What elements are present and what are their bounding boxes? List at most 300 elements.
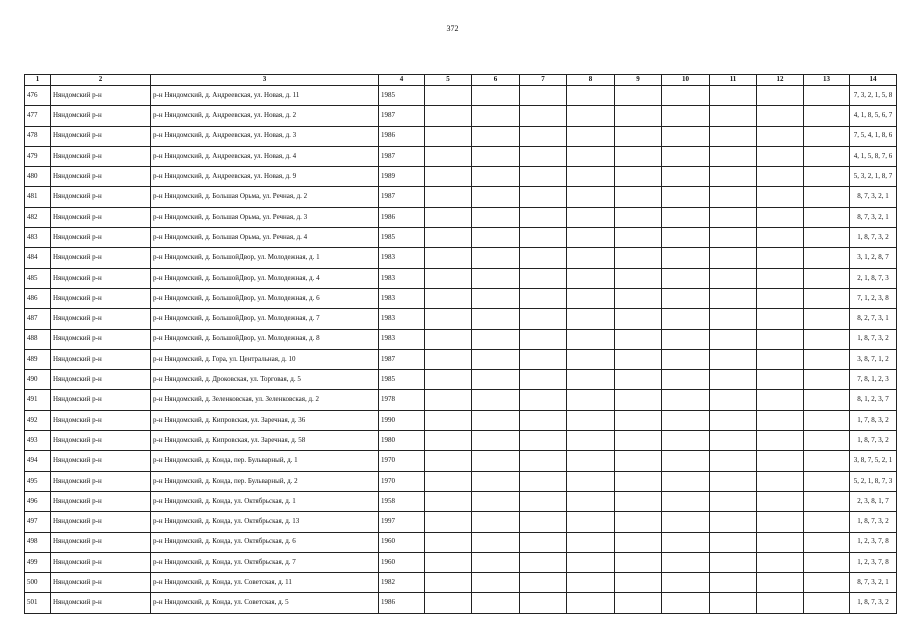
district-cell: Няндомский р-н xyxy=(51,451,151,471)
row-number-cell: 477 xyxy=(25,106,51,126)
empty-cell xyxy=(662,512,710,532)
district-cell: Няндомский р-н xyxy=(51,329,151,349)
empty-cell xyxy=(804,207,850,227)
empty-cell xyxy=(472,146,520,166)
empty-cell xyxy=(710,268,757,288)
address-cell: р-н Няндомский, д. Кипровская, ул. Заречная, д. 36 xyxy=(151,410,379,430)
empty-cell xyxy=(472,410,520,430)
sequence-cell: 3, 1, 2, 8, 7 xyxy=(850,248,897,268)
empty-cell xyxy=(520,228,567,248)
empty-cell xyxy=(425,288,472,308)
empty-cell xyxy=(425,106,472,126)
empty-cell xyxy=(757,370,804,390)
sequence-cell: 8, 7, 3, 2, 1 xyxy=(850,573,897,593)
empty-cell xyxy=(472,349,520,369)
empty-cell xyxy=(520,410,567,430)
empty-cell xyxy=(472,512,520,532)
sequence-cell: 1, 8, 7, 3, 2 xyxy=(850,228,897,248)
sequence-cell: 3, 8, 7, 1, 2 xyxy=(850,349,897,369)
table-row xyxy=(25,228,897,248)
column-header: 11 xyxy=(710,75,757,86)
row-number-cell: 499 xyxy=(25,552,51,572)
empty-cell xyxy=(472,268,520,288)
empty-cell xyxy=(615,349,662,369)
address-cell: р-н Няндомский, д. БольшойДвор, ул. Молодежная, д. 4 xyxy=(151,268,379,288)
empty-cell xyxy=(425,410,472,430)
empty-cell xyxy=(615,451,662,471)
year-cell: 1970 xyxy=(379,471,425,491)
row-number-cell: 479 xyxy=(25,146,51,166)
address-cell: р-н Няндомский, д. Дроковская, ул. Торговая, д. 5 xyxy=(151,370,379,390)
registry-table xyxy=(24,74,897,614)
empty-cell xyxy=(710,207,757,227)
year-cell: 1983 xyxy=(379,309,425,329)
year-cell: 1990 xyxy=(379,410,425,430)
table-row xyxy=(25,167,897,187)
sequence-cell: 7, 5, 4, 1, 8, 6 xyxy=(850,126,897,146)
empty-cell xyxy=(615,309,662,329)
page-number: 372 xyxy=(446,24,459,33)
row-number-cell: 481 xyxy=(25,187,51,207)
row-number-cell: 497 xyxy=(25,512,51,532)
empty-cell xyxy=(804,532,850,552)
empty-cell xyxy=(520,248,567,268)
empty-cell xyxy=(710,248,757,268)
empty-cell xyxy=(567,329,615,349)
sequence-cell: 1, 2, 3, 7, 8 xyxy=(850,532,897,552)
empty-cell xyxy=(520,532,567,552)
column-header: 5 xyxy=(425,75,472,86)
column-header: 8 xyxy=(567,75,615,86)
empty-cell xyxy=(567,146,615,166)
empty-cell xyxy=(425,329,472,349)
table-row xyxy=(25,390,897,410)
district-cell: Няндомский р-н xyxy=(51,552,151,572)
empty-cell xyxy=(662,187,710,207)
row-number-cell: 487 xyxy=(25,309,51,329)
sequence-cell: 8, 7, 3, 2, 1 xyxy=(850,207,897,227)
empty-cell xyxy=(425,86,472,106)
empty-cell xyxy=(757,593,804,613)
year-cell: 1982 xyxy=(379,573,425,593)
address-cell: р-н Няндомский, д. Конда, пер. Бульварный, д. 2 xyxy=(151,471,379,491)
address-cell: р-н Няндомский, д. Зеленковская, ул. Зеленковская, д. 2 xyxy=(151,390,379,410)
empty-cell xyxy=(615,431,662,451)
empty-cell xyxy=(662,370,710,390)
address-cell: р-н Няндомский, д. Гора, ул. Центральная, д. 10 xyxy=(151,349,379,369)
year-cell: 1987 xyxy=(379,146,425,166)
empty-cell xyxy=(567,410,615,430)
row-number-cell: 486 xyxy=(25,288,51,308)
empty-cell xyxy=(472,106,520,126)
empty-cell xyxy=(567,390,615,410)
empty-cell xyxy=(425,207,472,227)
empty-cell xyxy=(425,187,472,207)
empty-cell xyxy=(662,329,710,349)
year-cell: 1986 xyxy=(379,126,425,146)
address-cell: р-н Няндомский, д. Андреевская, ул. Новая, д. 11 xyxy=(151,86,379,106)
empty-cell xyxy=(472,451,520,471)
empty-cell xyxy=(615,532,662,552)
empty-cell xyxy=(615,390,662,410)
address-cell: р-н Няндомский, д. Андреевская, ул. Новая, д. 9 xyxy=(151,167,379,187)
sequence-cell: 4, 1, 8, 5, 6, 7 xyxy=(850,106,897,126)
year-cell: 1986 xyxy=(379,207,425,227)
address-cell: р-н Няндомский, д. Андреевская, ул. Новая, д. 4 xyxy=(151,146,379,166)
empty-cell xyxy=(757,512,804,532)
year-cell: 1983 xyxy=(379,329,425,349)
district-cell: Няндомский р-н xyxy=(51,491,151,511)
empty-cell xyxy=(472,248,520,268)
empty-cell xyxy=(425,491,472,511)
empty-cell xyxy=(804,86,850,106)
column-header: 1 xyxy=(25,75,51,86)
empty-cell xyxy=(472,288,520,308)
empty-cell xyxy=(804,106,850,126)
empty-cell xyxy=(804,248,850,268)
empty-cell xyxy=(567,552,615,572)
empty-cell xyxy=(804,288,850,308)
sequence-cell: 1, 8, 7, 3, 2 xyxy=(850,329,897,349)
sequence-cell: 1, 8, 7, 3, 2 xyxy=(850,431,897,451)
empty-cell xyxy=(710,288,757,308)
empty-cell xyxy=(425,471,472,491)
district-cell: Няндомский р-н xyxy=(51,86,151,106)
district-cell: Няндомский р-н xyxy=(51,471,151,491)
district-cell: Няндомский р-н xyxy=(51,410,151,430)
empty-cell xyxy=(662,126,710,146)
empty-cell xyxy=(662,390,710,410)
year-cell: 1958 xyxy=(379,491,425,511)
year-cell: 1970 xyxy=(379,451,425,471)
empty-cell xyxy=(520,329,567,349)
empty-cell xyxy=(757,207,804,227)
table-row xyxy=(25,410,897,430)
sequence-cell: 5, 3, 2, 1, 8, 7 xyxy=(850,167,897,187)
address-cell: р-н Няндомский, д. Конда, ул. Октябрьская, д. 1 xyxy=(151,491,379,511)
empty-cell xyxy=(472,471,520,491)
empty-cell xyxy=(710,86,757,106)
year-cell: 1985 xyxy=(379,86,425,106)
empty-cell xyxy=(567,370,615,390)
empty-cell xyxy=(425,268,472,288)
empty-cell xyxy=(757,349,804,369)
empty-cell xyxy=(804,370,850,390)
empty-cell xyxy=(710,512,757,532)
empty-cell xyxy=(757,106,804,126)
row-number-cell: 492 xyxy=(25,410,51,430)
table-row xyxy=(25,370,897,390)
empty-cell xyxy=(757,431,804,451)
empty-cell xyxy=(757,573,804,593)
empty-cell xyxy=(804,390,850,410)
empty-cell xyxy=(615,106,662,126)
address-cell: р-н Няндомский, д. Большая Орьма, ул. Речная, д. 2 xyxy=(151,187,379,207)
address-cell: р-н Няндомский, д. Конда, ул. Советская, д. 11 xyxy=(151,573,379,593)
empty-cell xyxy=(567,309,615,329)
empty-cell xyxy=(757,126,804,146)
district-cell: Няндомский р-н xyxy=(51,146,151,166)
empty-cell xyxy=(567,187,615,207)
empty-cell xyxy=(710,390,757,410)
empty-cell xyxy=(710,329,757,349)
address-cell: р-н Няндомский, д. Кипровская, ул. Заречная, д. 58 xyxy=(151,431,379,451)
empty-cell xyxy=(472,552,520,572)
empty-cell xyxy=(804,431,850,451)
empty-cell xyxy=(662,532,710,552)
sequence-cell: 1, 7, 8, 3, 2 xyxy=(850,410,897,430)
empty-cell xyxy=(615,593,662,613)
empty-cell xyxy=(757,451,804,471)
address-cell: р-н Няндомский, д. Конда, ул. Октябрьская, д. 7 xyxy=(151,552,379,572)
empty-cell xyxy=(662,268,710,288)
sequence-cell: 2, 3, 8, 1, 7 xyxy=(850,491,897,511)
empty-cell xyxy=(520,573,567,593)
empty-cell xyxy=(520,207,567,227)
empty-cell xyxy=(662,552,710,572)
year-cell: 1960 xyxy=(379,532,425,552)
sequence-cell: 8, 1, 2, 3, 7 xyxy=(850,390,897,410)
empty-cell xyxy=(567,471,615,491)
empty-cell xyxy=(710,370,757,390)
empty-cell xyxy=(804,552,850,572)
empty-cell xyxy=(804,268,850,288)
empty-cell xyxy=(520,86,567,106)
empty-cell xyxy=(425,573,472,593)
table-row xyxy=(25,491,897,511)
column-header: 12 xyxy=(757,75,804,86)
year-cell: 1983 xyxy=(379,288,425,308)
empty-cell xyxy=(757,532,804,552)
empty-cell xyxy=(710,451,757,471)
empty-cell xyxy=(472,86,520,106)
empty-cell xyxy=(710,126,757,146)
empty-cell xyxy=(567,451,615,471)
empty-cell xyxy=(757,146,804,166)
empty-cell xyxy=(804,167,850,187)
empty-cell xyxy=(567,573,615,593)
table-row xyxy=(25,451,897,471)
address-cell: р-н Няндомский, д. БольшойДвор, ул. Молодежная, д. 1 xyxy=(151,248,379,268)
row-number-cell: 480 xyxy=(25,167,51,187)
empty-cell xyxy=(804,228,850,248)
address-cell: р-н Няндомский, д. БольшойДвор, ул. Молодежная, д. 6 xyxy=(151,288,379,308)
empty-cell xyxy=(567,228,615,248)
empty-cell xyxy=(425,248,472,268)
empty-cell xyxy=(425,228,472,248)
year-cell: 1980 xyxy=(379,431,425,451)
empty-cell xyxy=(567,86,615,106)
empty-cell xyxy=(615,410,662,430)
year-cell: 1985 xyxy=(379,228,425,248)
empty-cell xyxy=(615,86,662,106)
year-cell: 1960 xyxy=(379,552,425,572)
empty-cell xyxy=(662,288,710,308)
empty-cell xyxy=(567,288,615,308)
address-cell: р-н Няндомский, д. Большая Орьма, ул. Речная, д. 3 xyxy=(151,207,379,227)
empty-cell xyxy=(804,146,850,166)
empty-cell xyxy=(615,491,662,511)
table-row xyxy=(25,268,897,288)
empty-cell xyxy=(757,552,804,572)
empty-cell xyxy=(662,167,710,187)
sequence-cell: 3, 8, 7, 5, 2, 1 xyxy=(850,451,897,471)
address-cell: р-н Няндомский, д. Андреевская, ул. Новая, д. 2 xyxy=(151,106,379,126)
empty-cell xyxy=(804,329,850,349)
district-cell: Няндомский р-н xyxy=(51,268,151,288)
empty-cell xyxy=(472,431,520,451)
district-cell: Няндомский р-н xyxy=(51,187,151,207)
row-number-cell: 482 xyxy=(25,207,51,227)
empty-cell xyxy=(567,106,615,126)
address-cell: р-н Няндомский, д. Конда, ул. Октябрьская, д. 6 xyxy=(151,532,379,552)
empty-cell xyxy=(615,370,662,390)
empty-cell xyxy=(662,207,710,227)
empty-cell xyxy=(615,512,662,532)
empty-cell xyxy=(520,126,567,146)
empty-cell xyxy=(472,187,520,207)
table-row xyxy=(25,288,897,308)
year-cell: 1978 xyxy=(379,390,425,410)
sequence-cell: 8, 2, 7, 3, 1 xyxy=(850,309,897,329)
year-cell: 1983 xyxy=(379,248,425,268)
empty-cell xyxy=(615,573,662,593)
empty-cell xyxy=(757,390,804,410)
empty-cell xyxy=(520,370,567,390)
district-cell: Няндомский р-н xyxy=(51,512,151,532)
empty-cell xyxy=(710,593,757,613)
empty-cell xyxy=(662,471,710,491)
table-row xyxy=(25,126,897,146)
empty-cell xyxy=(520,288,567,308)
sequence-cell: 1, 2, 3, 7, 8 xyxy=(850,552,897,572)
empty-cell xyxy=(615,228,662,248)
empty-cell xyxy=(520,552,567,572)
empty-cell xyxy=(757,268,804,288)
table-row xyxy=(25,248,897,268)
empty-cell xyxy=(710,106,757,126)
table-row xyxy=(25,146,897,166)
empty-cell xyxy=(520,309,567,329)
year-cell: 1989 xyxy=(379,167,425,187)
table-row xyxy=(25,86,897,106)
district-cell: Няндомский р-н xyxy=(51,167,151,187)
empty-cell xyxy=(757,288,804,308)
empty-cell xyxy=(425,146,472,166)
empty-cell xyxy=(425,552,472,572)
district-cell: Няндомский р-н xyxy=(51,207,151,227)
row-number-cell: 490 xyxy=(25,370,51,390)
year-cell: 1987 xyxy=(379,106,425,126)
empty-cell xyxy=(425,390,472,410)
address-cell: р-н Няндомский, д. БольшойДвор, ул. Молодежная, д. 8 xyxy=(151,329,379,349)
empty-cell xyxy=(472,309,520,329)
district-cell: Няндомский р-н xyxy=(51,126,151,146)
empty-cell xyxy=(520,491,567,511)
empty-cell xyxy=(425,532,472,552)
empty-cell xyxy=(804,512,850,532)
empty-cell xyxy=(567,512,615,532)
empty-cell xyxy=(425,431,472,451)
empty-cell xyxy=(472,228,520,248)
empty-cell xyxy=(567,167,615,187)
row-number-cell: 485 xyxy=(25,268,51,288)
district-cell: Няндомский р-н xyxy=(51,106,151,126)
empty-cell xyxy=(710,431,757,451)
empty-cell xyxy=(472,329,520,349)
empty-cell xyxy=(757,248,804,268)
empty-cell xyxy=(425,512,472,532)
column-header: 10 xyxy=(662,75,710,86)
empty-cell xyxy=(472,491,520,511)
empty-cell xyxy=(472,573,520,593)
table-row xyxy=(25,512,897,532)
empty-cell xyxy=(710,410,757,430)
empty-cell xyxy=(662,146,710,166)
column-header: 13 xyxy=(804,75,850,86)
table-row xyxy=(25,329,897,349)
empty-cell xyxy=(425,126,472,146)
empty-cell xyxy=(520,431,567,451)
year-cell: 1983 xyxy=(379,268,425,288)
empty-cell xyxy=(567,593,615,613)
empty-cell xyxy=(804,573,850,593)
empty-cell xyxy=(757,86,804,106)
row-number-cell: 484 xyxy=(25,248,51,268)
empty-cell xyxy=(662,106,710,126)
empty-cell xyxy=(425,593,472,613)
row-number-cell: 476 xyxy=(25,86,51,106)
empty-cell xyxy=(567,248,615,268)
empty-cell xyxy=(757,309,804,329)
row-number-cell: 494 xyxy=(25,451,51,471)
table-row xyxy=(25,309,897,329)
empty-cell xyxy=(472,370,520,390)
address-cell: р-н Няндомский, д. Андреевская, ул. Новая, д. 3 xyxy=(151,126,379,146)
empty-cell xyxy=(710,552,757,572)
empty-cell xyxy=(710,349,757,369)
district-cell: Няндомский р-н xyxy=(51,309,151,329)
empty-cell xyxy=(520,268,567,288)
empty-cell xyxy=(804,309,850,329)
row-number-cell: 500 xyxy=(25,573,51,593)
empty-cell xyxy=(567,431,615,451)
sequence-cell: 1, 8, 7, 3, 2 xyxy=(850,593,897,613)
empty-cell xyxy=(804,349,850,369)
sequence-cell: 1, 8, 7, 3, 2 xyxy=(850,512,897,532)
district-cell: Няндомский р-н xyxy=(51,288,151,308)
row-number-cell: 501 xyxy=(25,593,51,613)
row-number-cell: 495 xyxy=(25,471,51,491)
district-cell: Няндомский р-н xyxy=(51,349,151,369)
table-row xyxy=(25,431,897,451)
empty-cell xyxy=(710,573,757,593)
year-cell: 1987 xyxy=(379,349,425,369)
empty-cell xyxy=(567,126,615,146)
empty-cell xyxy=(425,167,472,187)
empty-cell xyxy=(615,268,662,288)
column-header: 14 xyxy=(850,75,897,86)
year-cell: 1986 xyxy=(379,593,425,613)
sequence-cell: 7, 8, 1, 2, 3 xyxy=(850,370,897,390)
empty-cell xyxy=(567,349,615,369)
empty-cell xyxy=(662,593,710,613)
empty-cell xyxy=(710,167,757,187)
address-cell: р-н Няндомский, д. Конда, ул. Советская, д. 5 xyxy=(151,593,379,613)
row-number-cell: 493 xyxy=(25,431,51,451)
column-header: 4 xyxy=(379,75,425,86)
column-header: 7 xyxy=(520,75,567,86)
